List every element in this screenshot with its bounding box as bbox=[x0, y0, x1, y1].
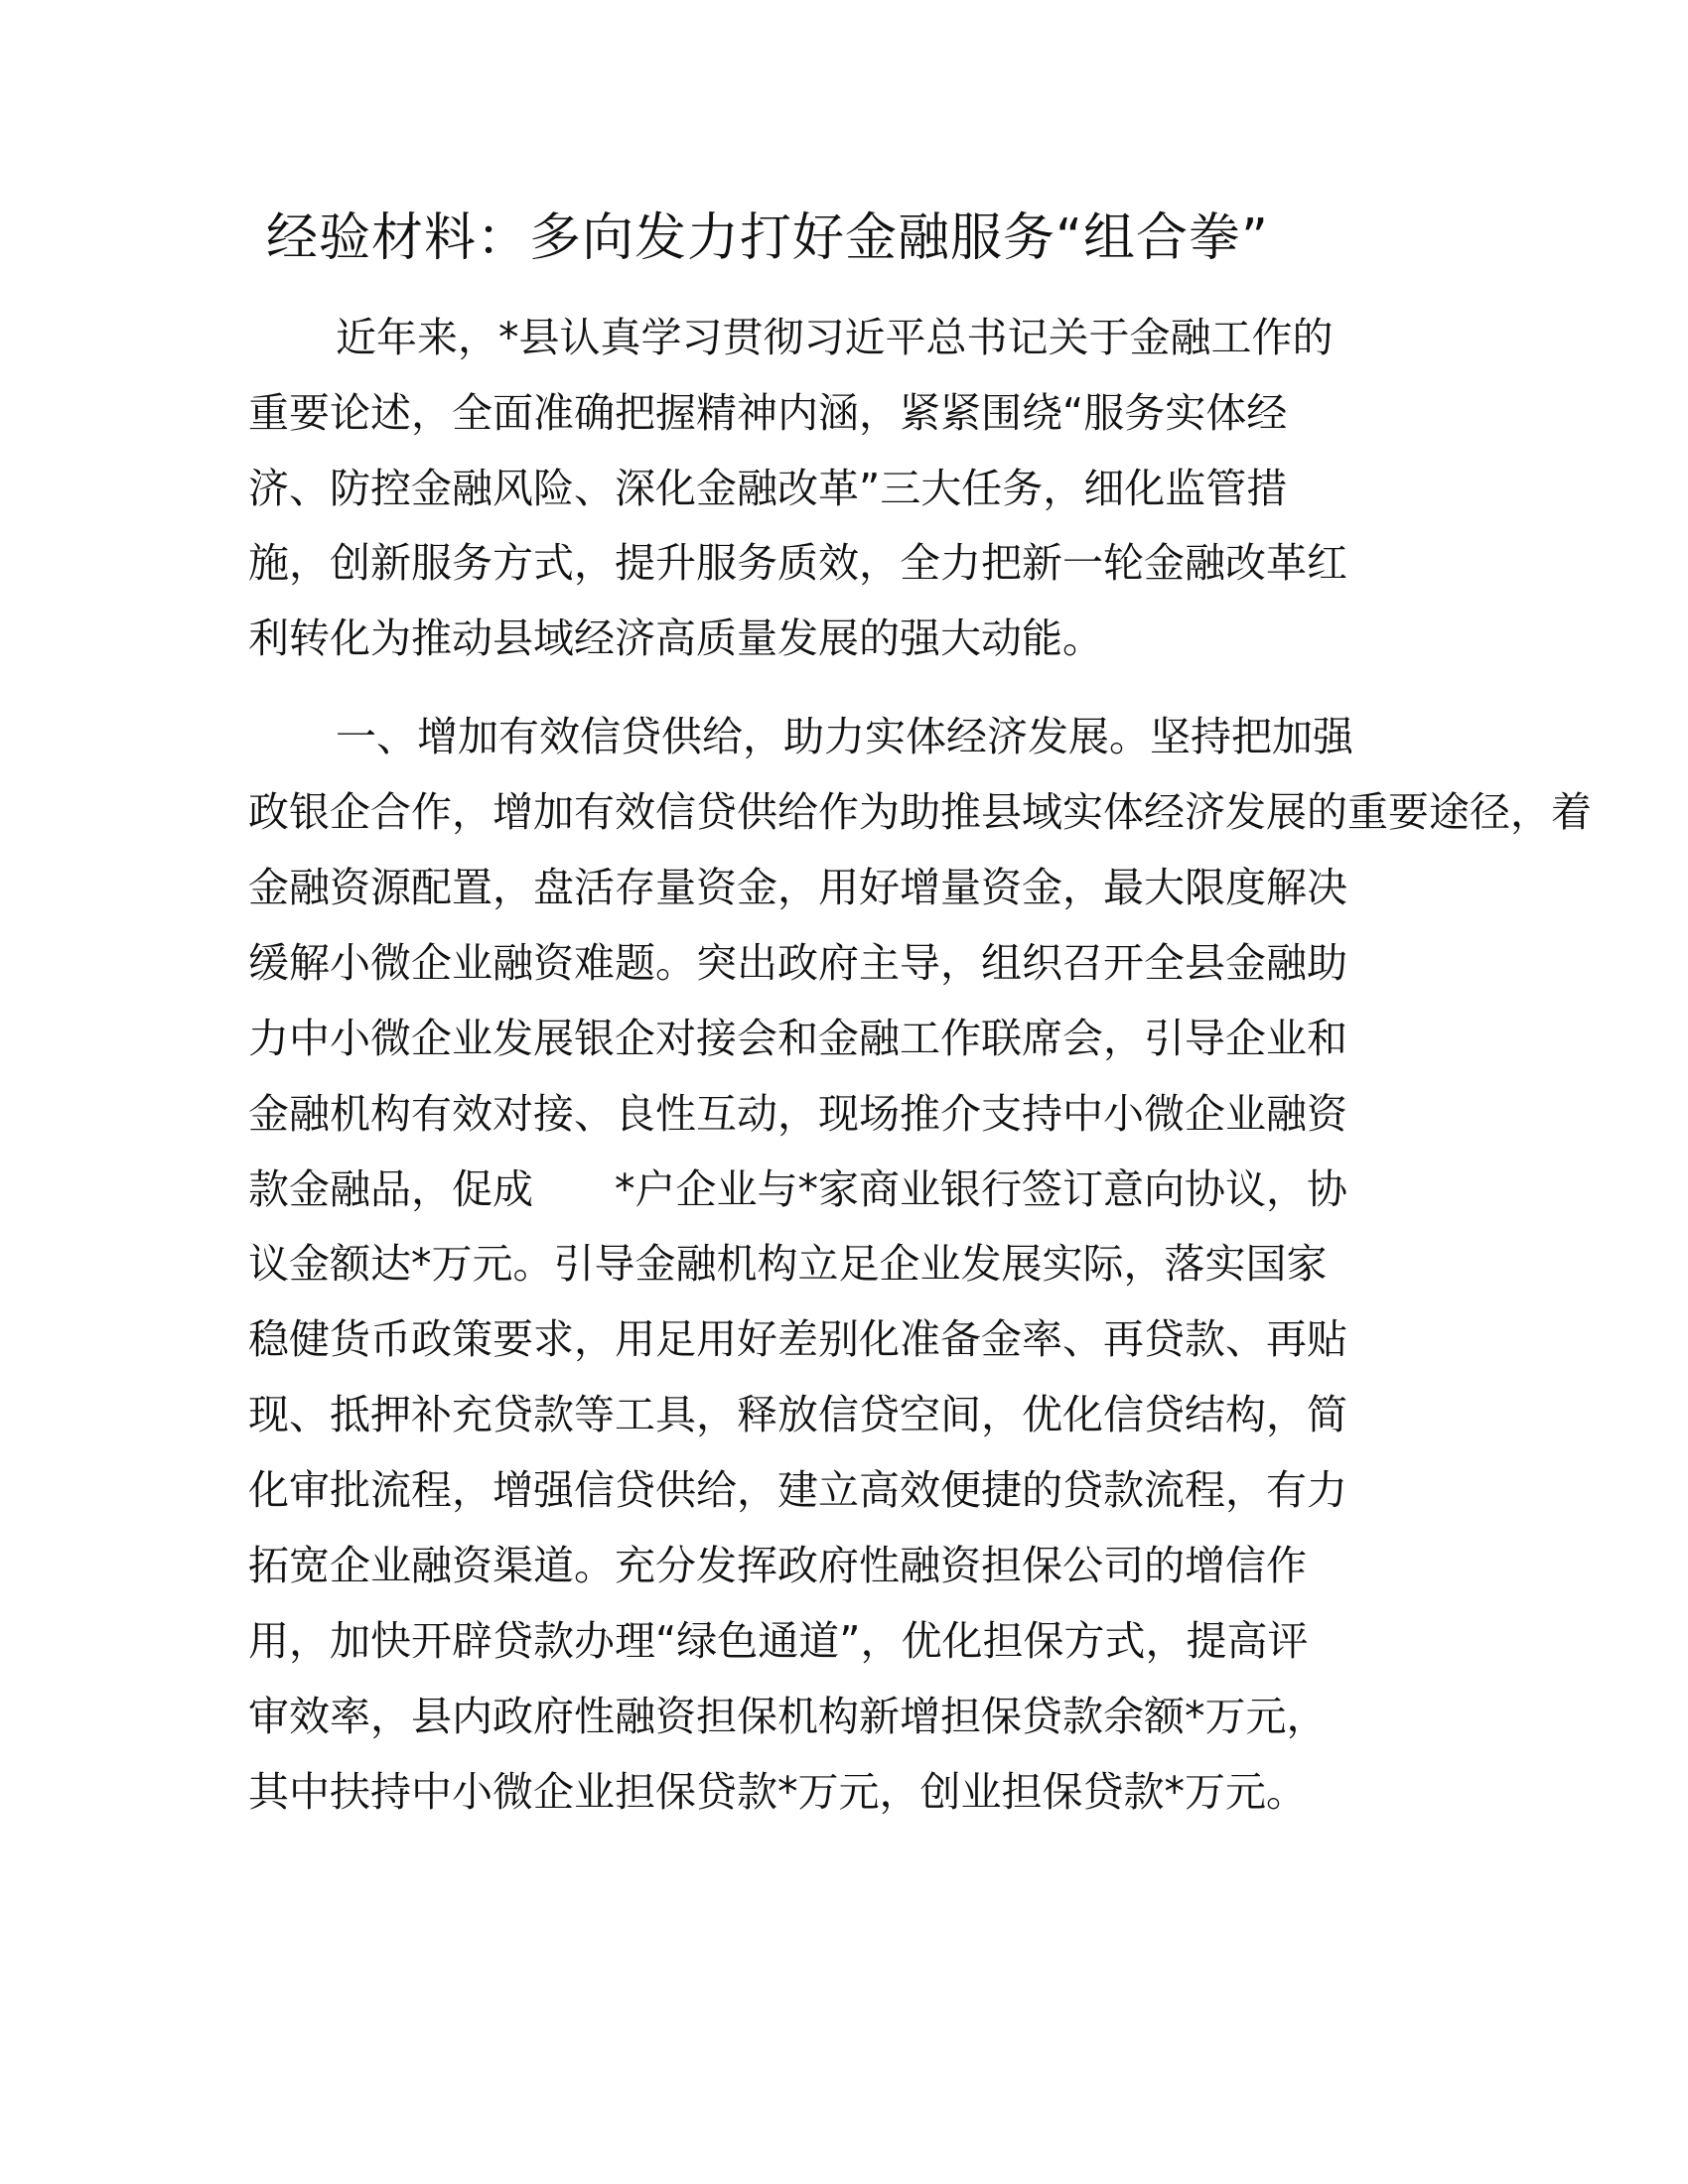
paragraph-1-line-4: 施，创新服务方式，提升服务质效，全力把新一轮金融改革红 bbox=[248, 539, 1347, 587]
paragraph-1-line-5: 利转化为推动县域经济高质量发展的强大动能。 bbox=[248, 614, 1103, 662]
paragraph-2-line-6: 金融机构有效对接、良性互动，现场推介支持中小微企业融资 bbox=[248, 1090, 1347, 1138]
paragraph-2-line-8: 议金额达*万元。引导金融机构立足企业发展实际，落实国家 bbox=[248, 1240, 1328, 1288]
paragraph-2-line-10: 现、抵押补充贷款等工具，释放信贷空间，优化信贷结构，简 bbox=[248, 1391, 1347, 1438]
document-title: 经验材料：多向发力打好金融服务“组合拳” bbox=[266, 208, 1269, 268]
paragraph-1-line-2: 重要论述，全面准确把握精神内涵，紧紧围绕“服务实体经 bbox=[248, 389, 1288, 437]
paragraph-1-line-3: 济、防控金融风险、深化金融改革”三大任务，细化监管措 bbox=[248, 465, 1288, 512]
paragraph-2-line-9: 稳健货币政策要求，用足用好差别化准备金率、再贷款、再贴 bbox=[248, 1315, 1347, 1363]
paragraph-2-line-2: 政银企合作，增加有效信贷供给作为助推县域实体经济发展的重要途径，着 bbox=[248, 788, 1592, 836]
paragraph-2-line-11: 化审批流程，增强信贷供给，建立高效便捷的贷款流程，有力 bbox=[248, 1466, 1347, 1514]
paragraph-2-line-4: 缓解小微企业融资难题。突出政府主导，组织召开全县金融助 bbox=[248, 939, 1347, 987]
paragraph-1-line-1: 近年来，*县认真学习贯彻习近平总书记关于金融工作的 bbox=[336, 314, 1334, 361]
paragraph-2-line-7: 款金融品，促成 *户企业与*家商业银行签订意向协议，协 bbox=[248, 1165, 1347, 1213]
paragraph-2-line-14: 审效率，县内政府性融资担保机构新增担保贷款余额*万元， bbox=[248, 1693, 1328, 1740]
paragraph-2-line-13: 用，加快开辟贷款办理“绿色通道”，优化担保方式，提高评 bbox=[248, 1617, 1309, 1665]
paragraph-2-line-1: 一、增加有效信贷供给，助力实体经济发展。坚持把加强 bbox=[336, 713, 1353, 760]
paragraph-2-line-12: 拓宽企业融资渠道。充分发挥政府性融资担保公司的增信作 bbox=[248, 1542, 1307, 1589]
paragraph-2-line-5: 力中小微企业发展银企对接会和金融工作联席会，引导企业和 bbox=[248, 1015, 1347, 1062]
paragraph-2-line-15: 其中扶持中小微企业担保贷款*万元，创业担保贷款*万元。 bbox=[248, 1768, 1307, 1816]
paragraph-2-line-3: 金融资源配置，盘活存量资金，用好增量资金，最大限度解决 bbox=[248, 864, 1347, 911]
